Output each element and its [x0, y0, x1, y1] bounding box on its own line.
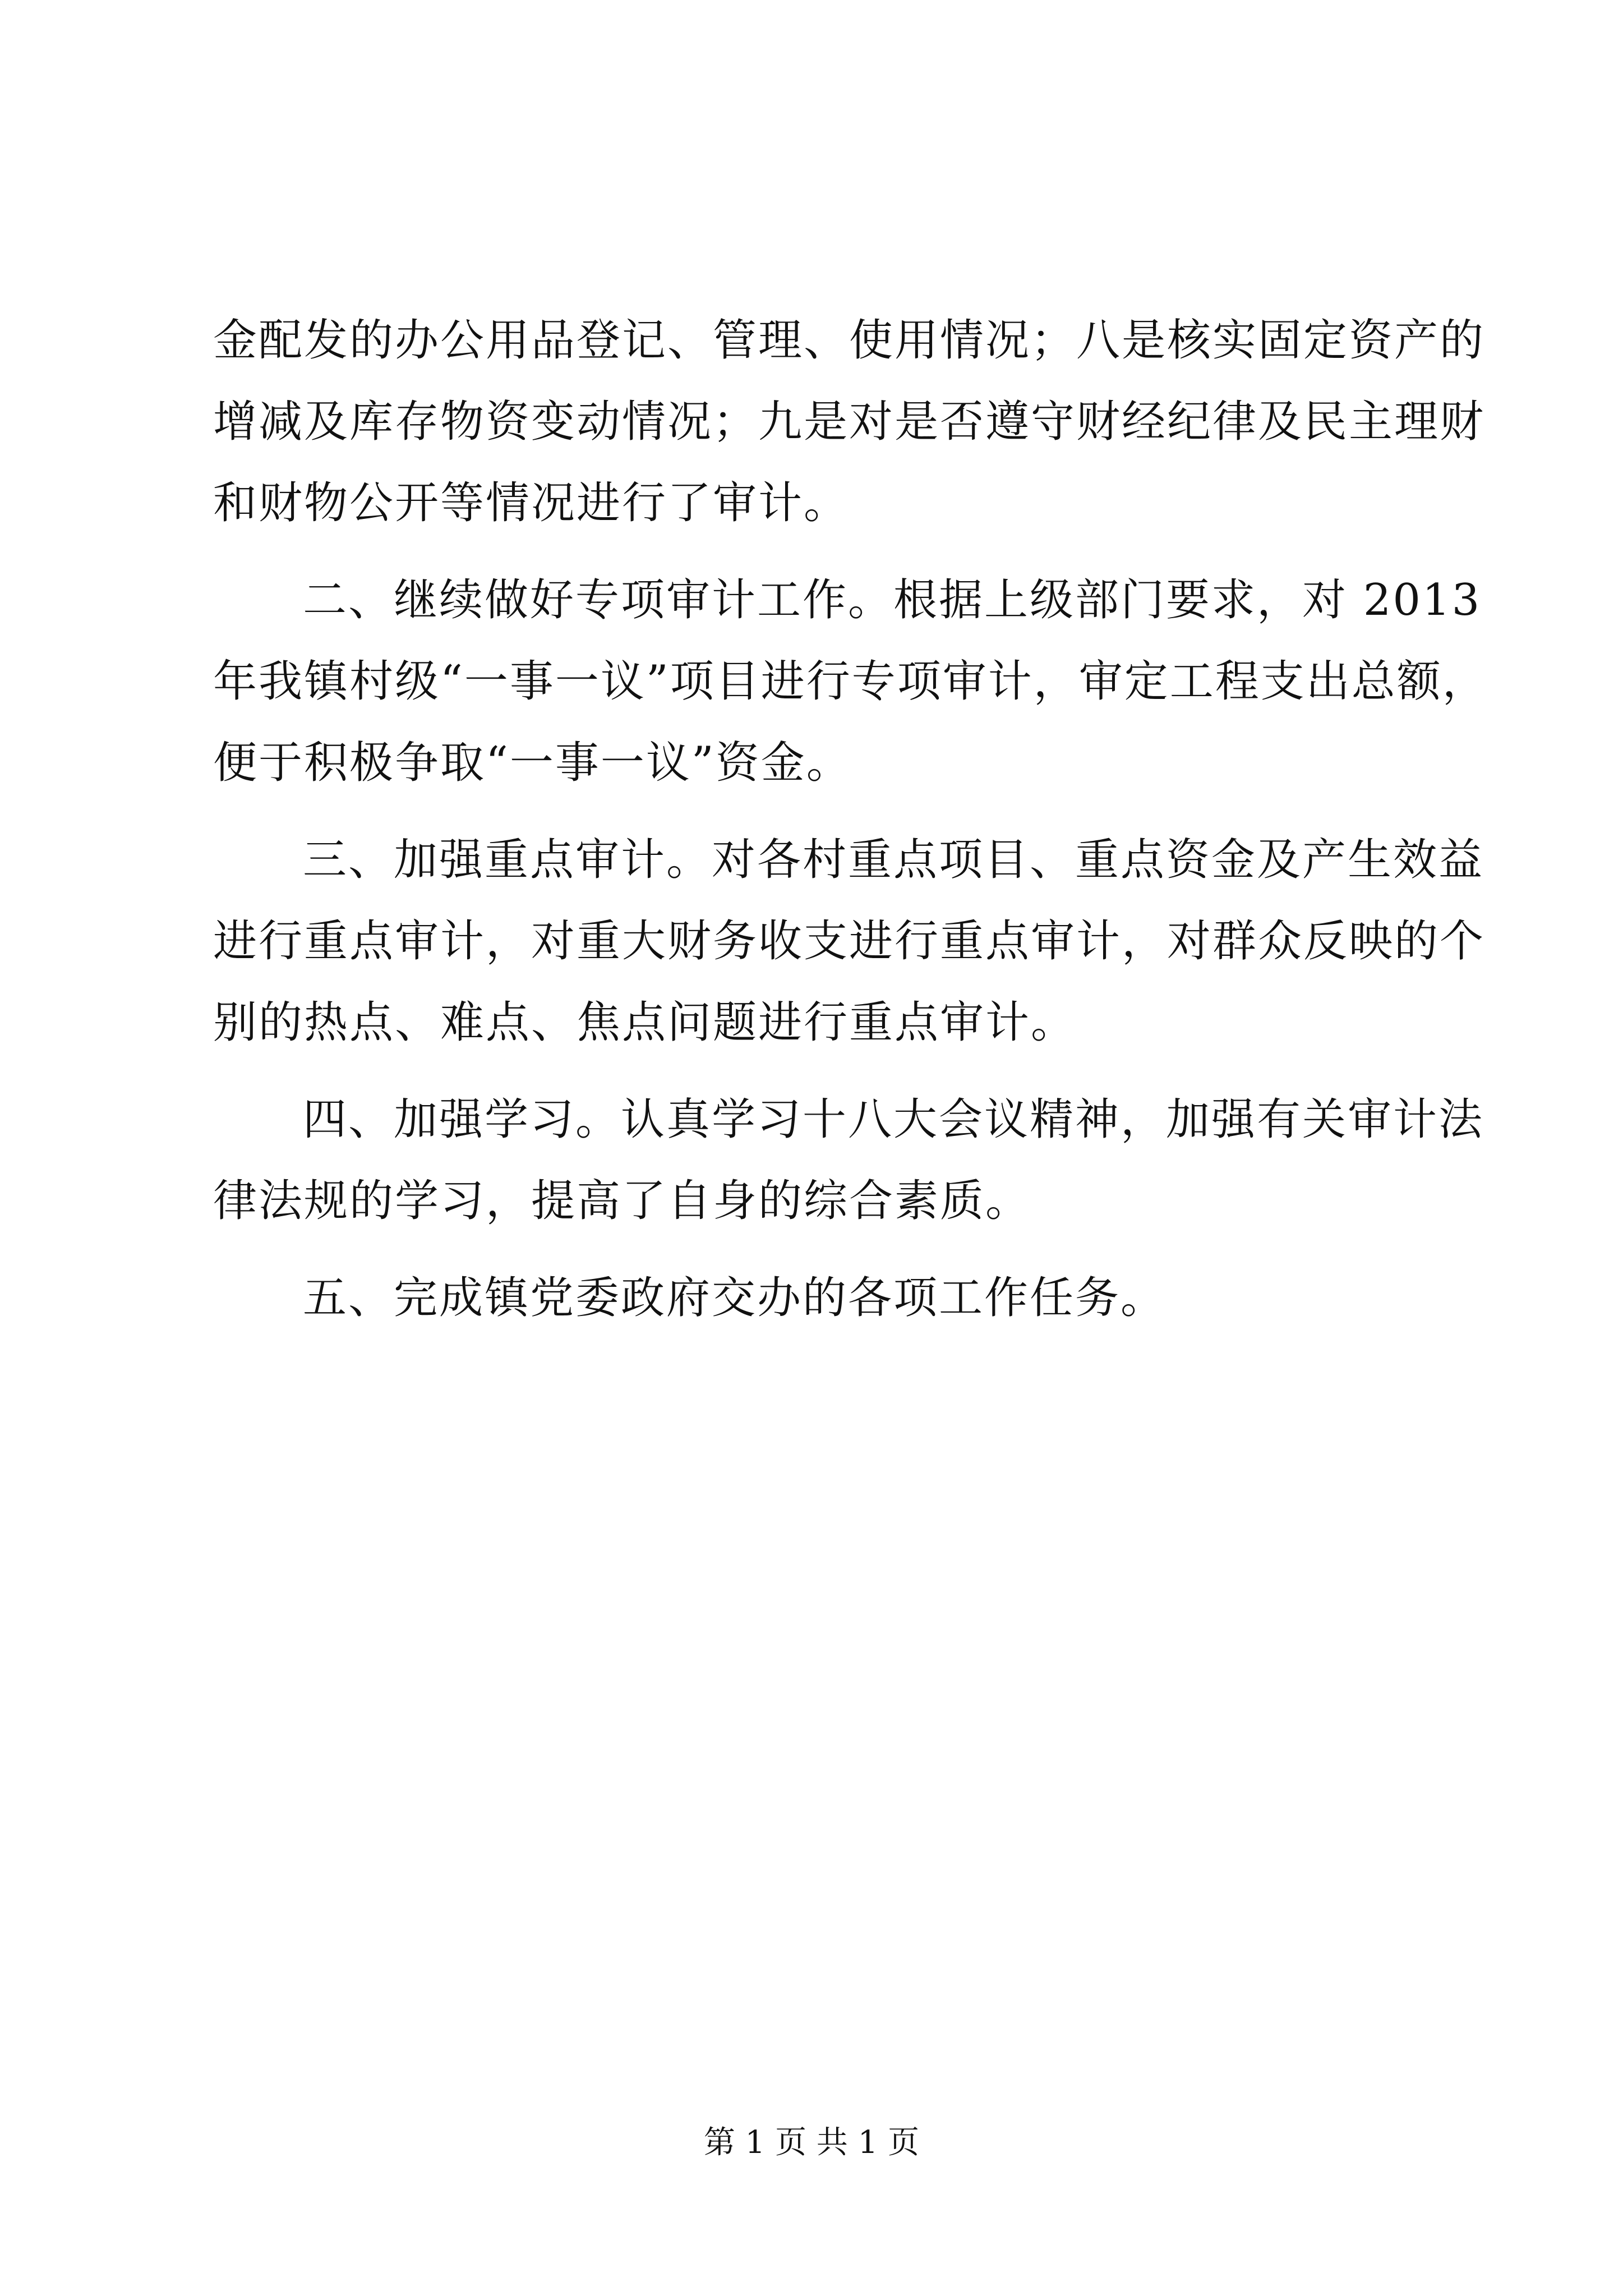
paragraph-2-line-1: 二、继续做好专项审计工作。根据上级部门要求，对 2013: [303, 575, 1482, 625]
paragraph-2-line-3: 便于积极争取“一事一议”资金。: [213, 738, 852, 788]
paragraph-1-line-1: 金配发的办公用品登记、管理、使用情况；八是核实固定资产的: [213, 315, 1486, 366]
paragraph-4-line-2: 律法规的学习，提高了自身的综合素质。: [213, 1176, 1031, 1226]
paragraph-5-line-1: 五、完成镇党委政府交办的各项工作任务。: [303, 1273, 1166, 1323]
paragraph-3-line-3: 别的热点、难点、焦点问题进行重点审计。: [213, 997, 1077, 1048]
paragraph-1-line-2: 增减及库存物资变动情况；九是对是否遵守财经纪律及民主理财: [213, 397, 1486, 447]
paragraph-3-line-2: 进行重点审计，对重大财务收支进行重点审计，对群众反映的个: [213, 916, 1486, 967]
document-body: [213, 300, 1488, 1339]
paragraph-3-line-1: 三、加强重点审计。对各村重点项目、重点资金及产生效益: [303, 835, 1484, 885]
paragraph-4-line-1: 四、加强学习。认真学习十八大会议精神，加强有关审计法: [303, 1094, 1484, 1145]
paragraph-1-line-3: 和财物公开等情况进行了审计。: [213, 478, 850, 528]
page-footer: 第 1 页 共 1 页: [703, 2124, 920, 2161]
paragraph-2-line-2: 年我镇村级“一事一议”项目进行专项审计，审定工程支出总额，: [213, 656, 1488, 707]
